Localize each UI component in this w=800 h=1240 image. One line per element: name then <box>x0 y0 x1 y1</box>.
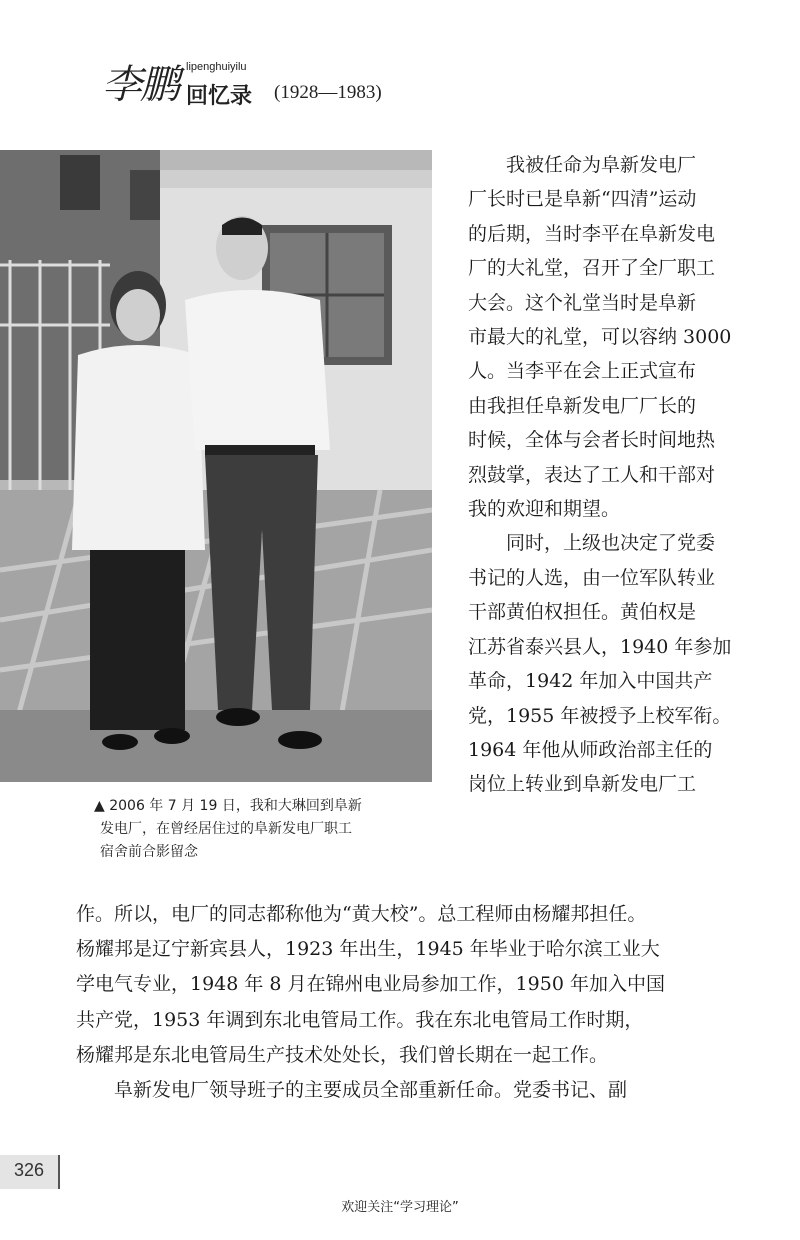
text-line: 人。当李平在会上正式宣布 <box>468 360 697 383</box>
photo-icon <box>0 150 432 782</box>
text-line: 江苏省泰兴县人，1940 年参加 <box>468 635 732 658</box>
text-line: 烈鼓掌，表达了工人和干部对 <box>468 463 716 486</box>
book-title: 回忆录 <box>186 84 253 109</box>
text-line: 干部黄伯权担任。黄伯权是 <box>468 601 697 624</box>
text-line: 革命，1942 年加入中国共产 <box>468 670 713 693</box>
text-line: 我的欢迎和期望。 <box>468 498 621 521</box>
text-line: 厂长时已是阜新“四清”运动 <box>468 188 697 211</box>
text-line: 杨耀邦是东北电管局生产技术处处长，我们曾长期在一起工作。 <box>76 1043 609 1066</box>
text-line: 市最大的礼堂，可以容纳 3000 <box>468 326 732 349</box>
calligraphy-logo: 李鹏 <box>102 62 178 108</box>
header-pinyin: lipenghuiyilu <box>186 61 247 73</box>
text-line: 1964 年他从师政治部主任的 <box>468 738 713 761</box>
narrow-text-column <box>468 148 768 802</box>
photo-caption <box>94 795 450 864</box>
text-line: 岗位上转业到阜新发电厂工 <box>468 773 697 796</box>
text-line: 我被任命为阜新发电厂 <box>506 154 697 176</box>
caption-line: 宿舍前合影留念 <box>100 844 198 860</box>
footer-note: 欢迎关注“学习理论” <box>341 1200 459 1215</box>
book-years: (1928—1983) <box>274 82 382 103</box>
caption-line: ▲ 2006 年 7 月 19 日，我和大琳回到阜新 <box>94 798 362 814</box>
text-line: 的后期，当时李平在阜新发电 <box>468 222 716 245</box>
text-line: 共产党，1953 年调到东北电管局工作。我在东北电管局工作时期， <box>76 1008 644 1031</box>
wide-text-block <box>76 897 776 1108</box>
text-line: 时候，全体与会者长时间地热 <box>468 429 716 452</box>
text-line: 学电气专业，1948 年 8 月在锦州电业局参加工作，1950 年加入中国 <box>76 973 665 996</box>
text-line: 大会。这个礼堂当时是阜新 <box>468 291 697 314</box>
text-line: 书记的人选，由一位军队转业 <box>468 566 716 589</box>
text-line: 厂的大礼堂，召开了全厂职工 <box>468 257 716 280</box>
text-line: 同时，上级也决定了党委 <box>506 532 716 555</box>
text-line: 由我担任阜新发电厂厂长的 <box>468 394 697 417</box>
text-line: 阜新发电厂领导班子的主要成员全部重新任命。党委书记、副 <box>114 1079 628 1102</box>
text-line: 党，1955 年被授予上校军衔。 <box>468 704 732 727</box>
page-number: 326 <box>0 1155 60 1189</box>
text-line: 作。所以，电厂的同志都称他为“黄大校”。总工程师由杨耀邦担任。 <box>76 903 647 925</box>
text-line: 杨耀邦是辽宁新宾县人，1923 年出生，1945 年毕业于哈尔滨工业大 <box>76 938 660 961</box>
caption-line: 发电厂，在曾经居住过的阜新发电厂职工 <box>100 821 352 837</box>
page-header <box>102 55 502 115</box>
photograph <box>0 150 432 782</box>
